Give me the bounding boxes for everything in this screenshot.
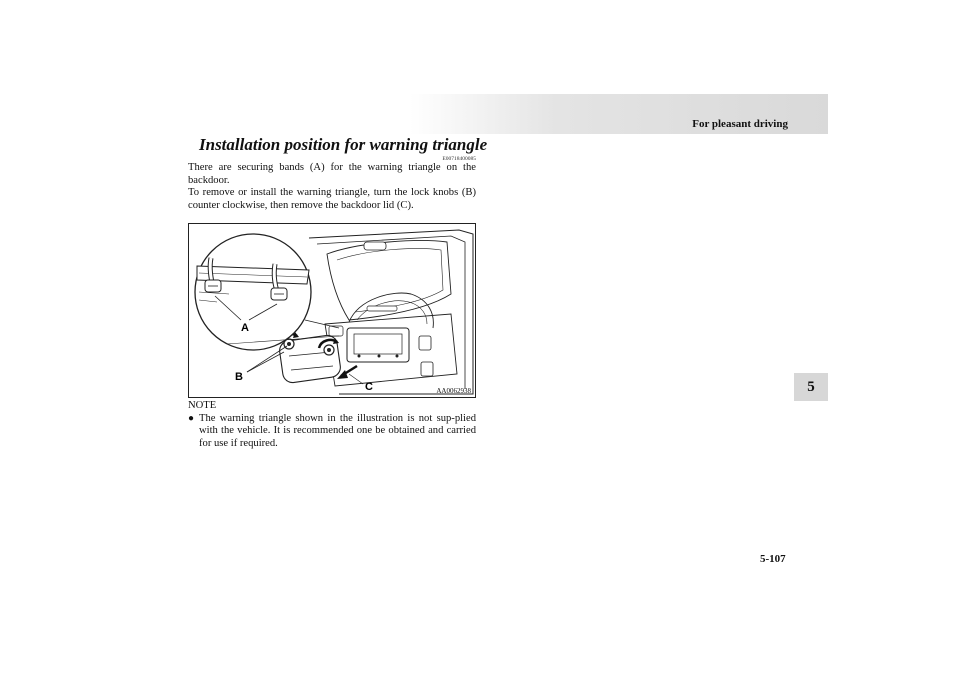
body-paragraph: To remove or install the warning triangle, turn the lock knobs (B) counter clockwise, then remove the backdoor lid (C). <box>188 187 476 211</box>
label-c: C <box>365 381 373 393</box>
note-text: The warning triangle shown in the illustration is not sup-plied with the vehicle. It is recommended one be obtained and carried for use if required. <box>199 412 476 449</box>
reference-code: E00718400085 <box>442 156 476 162</box>
label-a: A <box>241 322 249 334</box>
page-number: 5-107 <box>760 553 786 565</box>
running-header-title: For pleasant driving <box>692 118 788 130</box>
figure-id: AA0062938 <box>436 387 471 395</box>
label-b: B <box>235 371 243 383</box>
note-block <box>188 400 476 450</box>
body-paragraph: There are securing bands (A) for the warning triangle on the backdoor. <box>188 162 476 186</box>
illustration-figure <box>188 223 476 398</box>
note-item <box>188 413 476 451</box>
backdoor-illustration <box>189 224 475 397</box>
note-label: NOTE <box>188 400 217 411</box>
chapter-number: 5 <box>807 379 815 395</box>
section-title: Installation position for warning triangle <box>199 135 488 154</box>
bullet-icon: ● <box>188 412 195 424</box>
body-text <box>188 162 476 212</box>
